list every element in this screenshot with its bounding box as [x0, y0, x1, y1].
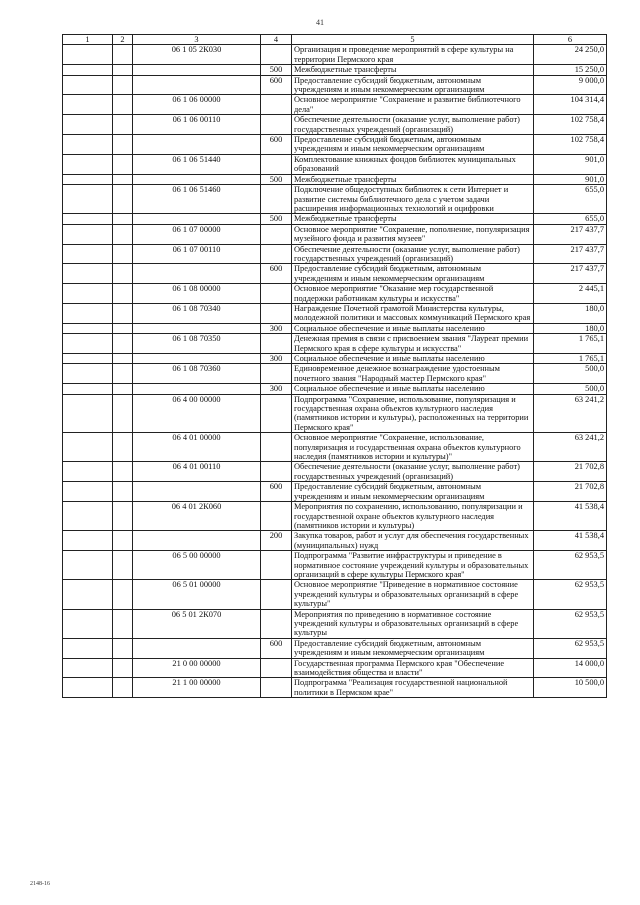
- item-name: Единовременное денежное вознаграждение удостоенным почетного звания "Народный мастер Пермского края": [292, 364, 534, 384]
- target-article-code: 06 5 01 2К070: [133, 609, 261, 638]
- col1-cell: [63, 154, 113, 174]
- item-name: Государственная программа Пермского края "Обеспечение взаимодействия общества и власти": [292, 658, 534, 678]
- expense-type-code: [261, 334, 292, 354]
- item-name: Предоставление субсидий бюджетным, автономным учреждениям и иным некоммерческим организациям: [292, 264, 534, 284]
- expense-type-code: [261, 609, 292, 638]
- table-row: [63, 224, 607, 244]
- expense-type-code: 600: [261, 638, 292, 658]
- table-row: [63, 531, 607, 551]
- item-name: Предоставление субсидий бюджетным, автономным учреждениям и иным некоммерческим организациям: [292, 638, 534, 658]
- col1-cell: [63, 334, 113, 354]
- budget-table: [62, 34, 607, 698]
- expense-type-code: 600: [261, 264, 292, 284]
- item-name: Обеспечение деятельности (оказание услуг, выполнение работ) государственных учреждений (организаций): [292, 115, 534, 135]
- expense-type-code: [261, 580, 292, 609]
- col1-cell: [63, 75, 113, 95]
- target-article-code: 06 1 08 70340: [133, 303, 261, 323]
- expense-type-code: 600: [261, 75, 292, 95]
- item-name: Основное мероприятие "Приведение в нормативное состояние учреждений культуры и образовательных организаций в сфере культуры": [292, 580, 534, 609]
- col1-cell: [63, 303, 113, 323]
- table-row: [63, 244, 607, 264]
- expense-type-code: [261, 433, 292, 462]
- col2-cell: [113, 580, 133, 609]
- col2-cell: [113, 433, 133, 462]
- expense-type-code: 300: [261, 354, 292, 364]
- col1-cell: [63, 323, 113, 333]
- col1-cell: [63, 174, 113, 184]
- column-number: 2: [113, 35, 133, 45]
- table-row: [63, 580, 607, 609]
- col2-cell: [113, 384, 133, 394]
- item-name: Денежная премия в связи с присвоением звания "Лауреат премии Пермского края в сфере культуры и искусства": [292, 334, 534, 354]
- item-name: Подпрограмма "Развитие инфраструктуры и приведение в нормативное состояние учреждений культуры и образовательных организаций в сфере культуры Пермского края": [292, 551, 534, 580]
- amount-value: 41 538,4: [534, 531, 607, 551]
- expense-type-code: [261, 45, 292, 65]
- expense-type-code: [261, 303, 292, 323]
- amount-value: 24 250,0: [534, 45, 607, 65]
- target-article-code: 06 1 06 51460: [133, 185, 261, 214]
- target-article-code: 06 4 01 2К060: [133, 502, 261, 531]
- col1-cell: [63, 394, 113, 433]
- table-row: [63, 185, 607, 214]
- col1-cell: [63, 135, 113, 155]
- item-name: Межбюджетные трансферты: [292, 214, 534, 224]
- amount-value: 655,0: [534, 214, 607, 224]
- amount-value: 10 500,0: [534, 678, 607, 698]
- expense-type-code: [261, 551, 292, 580]
- amount-value: 21 702,8: [534, 462, 607, 482]
- col2-cell: [113, 462, 133, 482]
- col1-cell: [63, 65, 113, 75]
- column-number: 4: [261, 35, 292, 45]
- item-name: Социальное обеспечение и иные выплаты населению: [292, 354, 534, 364]
- col2-cell: [113, 45, 133, 65]
- target-article-code: 06 5 00 00000: [133, 551, 261, 580]
- col1-cell: [63, 45, 113, 65]
- item-name: Награждение Почетной грамотой Министерства культуры, молодежной политики и массовых коммуникаций Пермского края: [292, 303, 534, 323]
- table-row: [63, 284, 607, 304]
- col2-cell: [113, 115, 133, 135]
- col2-cell: [113, 244, 133, 264]
- expense-type-code: 200: [261, 531, 292, 551]
- col1-cell: [63, 214, 113, 224]
- expense-type-code: [261, 394, 292, 433]
- item-name: Основное мероприятие "Оказание мер государственной поддержки работникам культуры и искусства": [292, 284, 534, 304]
- item-name: Социальное обеспечение и иные выплаты населению: [292, 384, 534, 394]
- col1-cell: [63, 95, 113, 115]
- col1-cell: [63, 224, 113, 244]
- expense-type-code: [261, 462, 292, 482]
- item-name: Организация и проведение мероприятий в сфере культуры на территории Пермского края: [292, 45, 534, 65]
- table-row: [63, 323, 607, 333]
- table-row: [63, 482, 607, 502]
- target-article-code: 06 1 08 70360: [133, 364, 261, 384]
- item-name: Предоставление субсидий бюджетным, автономным учреждениям и иным некоммерческим организациям: [292, 75, 534, 95]
- amount-value: 2 445,1: [534, 284, 607, 304]
- item-name: Социальное обеспечение и иные выплаты населению: [292, 323, 534, 333]
- col2-cell: [113, 678, 133, 698]
- col2-cell: [113, 303, 133, 323]
- col1-cell: [63, 580, 113, 609]
- table-row: [63, 264, 607, 284]
- expense-type-code: [261, 658, 292, 678]
- budget-table-body: [63, 35, 607, 698]
- table-row: [63, 609, 607, 638]
- footer-document-code: 2148-16: [30, 881, 50, 887]
- col2-cell: [113, 334, 133, 354]
- col1-cell: [63, 502, 113, 531]
- col1-cell: [63, 244, 113, 264]
- amount-value: 217 437,7: [534, 264, 607, 284]
- column-number: 6: [534, 35, 607, 45]
- col1-cell: [63, 678, 113, 698]
- item-name: Мероприятия по сохранению, использованию, популяризации и государственной охране объектов культурного наследия (памятников истории и культуры): [292, 502, 534, 531]
- item-name: Комплектование книжных фондов библиотек муниципальных образований: [292, 154, 534, 174]
- target-article-code: 06 1 06 00000: [133, 95, 261, 115]
- col2-cell: [113, 185, 133, 214]
- expense-type-code: [261, 678, 292, 698]
- col2-cell: [113, 638, 133, 658]
- amount-value: 63 241,2: [534, 394, 607, 433]
- table-row: [63, 354, 607, 364]
- col2-cell: [113, 264, 133, 284]
- table-row: [63, 174, 607, 184]
- expense-type-code: [261, 95, 292, 115]
- col2-cell: [113, 174, 133, 184]
- target-article-code: [133, 135, 261, 155]
- column-number: 5: [292, 35, 534, 45]
- expense-type-code: [261, 364, 292, 384]
- amount-value: 180,0: [534, 323, 607, 333]
- col1-cell: [63, 264, 113, 284]
- target-article-code: [133, 482, 261, 502]
- col1-cell: [63, 609, 113, 638]
- item-name: Обеспечение деятельности (оказание услуг, выполнение работ) государственных учреждений (организаций): [292, 244, 534, 264]
- col2-cell: [113, 609, 133, 638]
- item-name: Предоставление субсидий бюджетным, автономным учреждениям и иным некоммерческим организациям: [292, 482, 534, 502]
- amount-value: 1 765,1: [534, 334, 607, 354]
- amount-value: 217 437,7: [534, 244, 607, 264]
- col2-cell: [113, 284, 133, 304]
- expense-type-code: 600: [261, 135, 292, 155]
- item-name: Основное мероприятие "Сохранение и развитие библиотечного дела": [292, 95, 534, 115]
- item-name: Основное мероприятие "Сохранение, использование, популяризация и государственная охрана объектов культурного наследия (памятников истории и культуры)": [292, 433, 534, 462]
- item-name: Обеспечение деятельности (оказание услуг, выполнение работ) государственных учреждений (организаций): [292, 462, 534, 482]
- page-number: 41: [316, 18, 324, 27]
- table-row: [63, 658, 607, 678]
- table-row: [63, 334, 607, 354]
- table-row: [63, 364, 607, 384]
- table-row: [63, 462, 607, 482]
- expense-type-code: 600: [261, 482, 292, 502]
- target-article-code: [133, 174, 261, 184]
- target-article-code: 06 1 08 70350: [133, 334, 261, 354]
- amount-value: 901,0: [534, 154, 607, 174]
- expense-type-code: [261, 244, 292, 264]
- table-row: [63, 45, 607, 65]
- target-article-code: [133, 531, 261, 551]
- amount-value: 41 538,4: [534, 502, 607, 531]
- col2-cell: [113, 502, 133, 531]
- item-name: Межбюджетные трансферты: [292, 174, 534, 184]
- expense-type-code: 300: [261, 323, 292, 333]
- item-name: Закупка товаров, работ и услуг для обеспечения государственных (муниципальных) нужд: [292, 531, 534, 551]
- col1-cell: [63, 433, 113, 462]
- col1-cell: [63, 354, 113, 364]
- item-name: Основное мероприятие "Сохранение, пополнение, популяризация музейного фонда и развития музеев": [292, 224, 534, 244]
- col2-cell: [113, 658, 133, 678]
- amount-value: 21 702,8: [534, 482, 607, 502]
- expense-type-code: [261, 502, 292, 531]
- table-row: [63, 384, 607, 394]
- col2-cell: [113, 65, 133, 75]
- expense-type-code: [261, 224, 292, 244]
- col2-cell: [113, 551, 133, 580]
- target-article-code: 21 0 00 00000: [133, 658, 261, 678]
- col1-cell: [63, 638, 113, 658]
- amount-value: 62 953,5: [534, 609, 607, 638]
- table-row: [63, 394, 607, 433]
- target-article-code: [133, 75, 261, 95]
- col1-cell: [63, 115, 113, 135]
- expense-type-code: [261, 115, 292, 135]
- expense-type-code: [261, 284, 292, 304]
- target-article-code: 06 1 07 00000: [133, 224, 261, 244]
- item-name: Подпрограмма "Сохранение, использование, популяризация и государственная охрана объектов культурного наследия (памятников истории и культуры), расположенных на территории Пермского края": [292, 394, 534, 433]
- target-article-code: [133, 65, 261, 75]
- col2-cell: [113, 135, 133, 155]
- target-article-code: 06 1 06 00110: [133, 115, 261, 135]
- col1-cell: [63, 185, 113, 214]
- target-article-code: [133, 214, 261, 224]
- target-article-code: [133, 264, 261, 284]
- target-article-code: 21 1 00 00000: [133, 678, 261, 698]
- amount-value: 217 437,7: [534, 224, 607, 244]
- amount-value: 14 000,0: [534, 658, 607, 678]
- amount-value: 180,0: [534, 303, 607, 323]
- target-article-code: 06 1 08 00000: [133, 284, 261, 304]
- column-number: 3: [133, 35, 261, 45]
- target-article-code: 06 1 07 00110: [133, 244, 261, 264]
- expense-type-code: 300: [261, 384, 292, 394]
- table-row: [63, 551, 607, 580]
- table-row: [63, 115, 607, 135]
- target-article-code: [133, 354, 261, 364]
- table-row: [63, 65, 607, 75]
- target-article-code: 06 4 01 00110: [133, 462, 261, 482]
- amount-value: 15 250,0: [534, 65, 607, 75]
- column-number-row: [63, 35, 607, 45]
- table-row: [63, 303, 607, 323]
- col2-cell: [113, 154, 133, 174]
- col2-cell: [113, 354, 133, 364]
- amount-value: 655,0: [534, 185, 607, 214]
- col1-cell: [63, 658, 113, 678]
- col2-cell: [113, 394, 133, 433]
- amount-value: 9 000,0: [534, 75, 607, 95]
- table-row: [63, 95, 607, 115]
- amount-value: 500,0: [534, 364, 607, 384]
- table-row: [63, 75, 607, 95]
- amount-value: 104 314,4: [534, 95, 607, 115]
- col1-cell: [63, 284, 113, 304]
- col2-cell: [113, 214, 133, 224]
- target-article-code: [133, 384, 261, 394]
- amount-value: 901,0: [534, 174, 607, 184]
- item-name: Предоставление субсидий бюджетным, автономным учреждениям и иным некоммерческим организациям: [292, 135, 534, 155]
- target-article-code: [133, 638, 261, 658]
- table-row: [63, 214, 607, 224]
- table-row: [63, 135, 607, 155]
- table-row: [63, 154, 607, 174]
- expense-type-code: 500: [261, 214, 292, 224]
- col2-cell: [113, 364, 133, 384]
- col2-cell: [113, 75, 133, 95]
- amount-value: 62 953,5: [534, 580, 607, 609]
- column-number: 1: [63, 35, 113, 45]
- col2-cell: [113, 531, 133, 551]
- table-row: [63, 502, 607, 531]
- amount-value: 63 241,2: [534, 433, 607, 462]
- expense-type-code: 500: [261, 65, 292, 75]
- col1-cell: [63, 482, 113, 502]
- target-article-code: 06 4 00 00000: [133, 394, 261, 433]
- item-name: Подключение общедоступных библиотек к сети Интернет и развитие системы библиотечного дела с учетом задачи расширения информационных технологий и оцифровки: [292, 185, 534, 214]
- table-row: [63, 433, 607, 462]
- expense-type-code: [261, 185, 292, 214]
- col2-cell: [113, 95, 133, 115]
- target-article-code: [133, 323, 261, 333]
- table-row: [63, 678, 607, 698]
- table-row: [63, 638, 607, 658]
- expense-type-code: 500: [261, 174, 292, 184]
- col1-cell: [63, 551, 113, 580]
- col1-cell: [63, 364, 113, 384]
- amount-value: 102 758,4: [534, 115, 607, 135]
- item-name: Мероприятия по приведению в нормативное состояние учреждений культуры и образовательных организаций в сфере культуры: [292, 609, 534, 638]
- item-name: Межбюджетные трансферты: [292, 65, 534, 75]
- col1-cell: [63, 531, 113, 551]
- target-article-code: 06 5 01 00000: [133, 580, 261, 609]
- col2-cell: [113, 482, 133, 502]
- col2-cell: [113, 323, 133, 333]
- amount-value: 500,0: [534, 384, 607, 394]
- target-article-code: 06 4 01 00000: [133, 433, 261, 462]
- col2-cell: [113, 224, 133, 244]
- amount-value: 62 953,5: [534, 638, 607, 658]
- amount-value: 102 758,4: [534, 135, 607, 155]
- col1-cell: [63, 384, 113, 394]
- col1-cell: [63, 462, 113, 482]
- amount-value: 1 765,1: [534, 354, 607, 364]
- target-article-code: 06 1 05 2К030: [133, 45, 261, 65]
- amount-value: 62 953,5: [534, 551, 607, 580]
- expense-type-code: [261, 154, 292, 174]
- target-article-code: 06 1 06 51440: [133, 154, 261, 174]
- item-name: Подпрограмма "Реализация государственной национальной политики в Пермском крае": [292, 678, 534, 698]
